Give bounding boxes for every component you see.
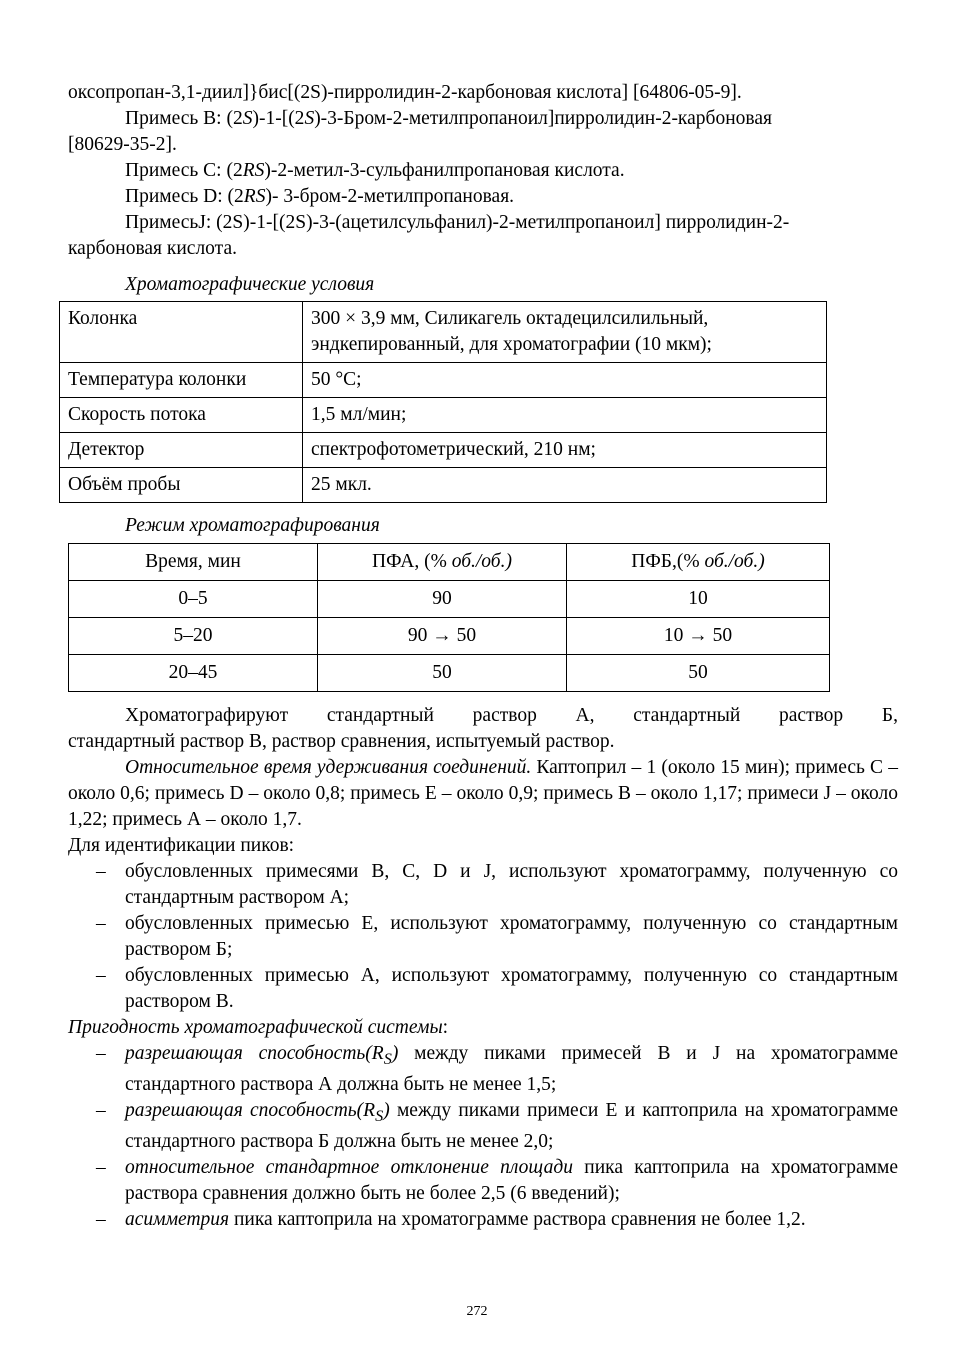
table-cell: 0–5 [69, 581, 318, 618]
retention-text: Каптоприл – 1 (около 15 мин); примесь С – около 0,6; примесь D – около 0,8; примесь Е – около 0,9; примесь В – около 1,17; примеси J – около 1,22; примесь А – около 1,7. [68, 757, 898, 830]
retention-heading: Относительное время удерживания соединений. [125, 757, 532, 778]
criterion-subscript: S [383, 1049, 392, 1068]
list-item-text: обусловленных примесью А, используют хроматограмму, полученную со стандартным раствором В. [125, 965, 898, 1012]
list-item [68, 1155, 898, 1207]
criterion-term: разрешающая способность(R [125, 1099, 376, 1121]
table-cell: 50 [567, 655, 830, 692]
identification-list [68, 859, 898, 1015]
criterion-text: между пиками примесей В и J на хроматограмме стандартного раствора А должна быть не менее 1,5; [125, 1043, 898, 1095]
impurity-b-stereo-1: S [242, 108, 253, 129]
criterion-term: разрешающая способность(R [125, 1043, 384, 1064]
impurity-c [68, 158, 898, 184]
condition-key: Детектор [60, 433, 303, 468]
list-item-text: обусловленных примесью Е, используют хроматограмму, полученную со стандартным раствором Б; [125, 913, 898, 960]
condition-key: Колонка [60, 302, 303, 363]
impurity-b-text-mid: )-1-[(2 [252, 108, 305, 129]
criterion-text: пика каптоприла на хроматограмме раствора сравнения должно быть не более 2,5 (6 введений); [125, 1156, 898, 1204]
table-cell: 5–20 [69, 618, 318, 655]
list-item-text: обусловленных примесями В, С, D и J, используют хроматограмму, полученную со стандартным раствором А; [125, 861, 898, 908]
dash-bullet: – [96, 1043, 106, 1064]
criterion-term-end: ) [391, 1043, 399, 1064]
suitability-heading-colon: : [442, 1017, 449, 1038]
paragraph-solutions-line-2: стандартный раствор В, раствор сравнения, испытуемый раствор. [68, 731, 615, 752]
impurity-c-text: Примесь С: (2 [125, 160, 243, 181]
table-cell: 10 → 50 [567, 618, 830, 655]
table-cell: 90 → 50 [318, 618, 567, 655]
impurity-c-stereo: RS [242, 160, 265, 181]
condition-key: Скорость потока [60, 398, 303, 433]
table-row [60, 302, 827, 363]
table-row [69, 655, 830, 692]
condition-key: Температура колонки [60, 363, 303, 398]
column-header-mpa [318, 544, 567, 581]
criterion-subscript: S [375, 1106, 384, 1125]
condition-value: 1,5 мл/мин; [303, 398, 827, 433]
dash-bullet: – [96, 1099, 106, 1121]
list-item [68, 1207, 898, 1233]
table-cell: 50 [318, 655, 567, 692]
identification-heading: Для идентификации пиков: [68, 835, 295, 856]
suitability-heading [68, 1015, 898, 1041]
table-row [60, 468, 827, 503]
impurity-c-text-end: )-2-метил-3-сульфанилпропановая кислота. [264, 160, 625, 181]
column-header-mpa-unit: об./об.) [451, 551, 512, 572]
impurity-b-text: Примесь В: (2 [125, 108, 243, 129]
column-header-mpa-text: ПФА, (% [372, 551, 452, 572]
gradient-heading: Режим хроматографирования [125, 515, 380, 536]
table-row [60, 433, 827, 468]
impurity-d-stereo: RS [243, 186, 266, 207]
impurity-b-text-end: )-3-Бром-2-метилпропаноил]пирролидин-2-карбоновая [314, 108, 772, 129]
dash-bullet: – [96, 913, 106, 934]
criterion-term: асимметрия [125, 1208, 230, 1230]
column-header-mpb-text: ПФБ,(% [631, 551, 705, 572]
table-cell: 10 [567, 581, 830, 618]
dash-bullet: – [96, 965, 106, 986]
table-row [60, 363, 827, 398]
impurity-b [68, 106, 898, 132]
document-page [68, 80, 898, 1233]
list-item [68, 859, 898, 911]
column-header-mpb-unit: об./об.) [704, 551, 765, 572]
impurity-d-text: Примесь D: (2 [125, 186, 244, 207]
table-row [69, 581, 830, 618]
table-cell: 90 [318, 581, 567, 618]
paragraph-solutions-line-1: Хроматографируют стандартный раствор А, стандартный раствор Б, [125, 705, 898, 726]
condition-value: спектрофотометрический, 210 нм; [303, 433, 827, 468]
list-item [68, 1098, 898, 1155]
impurity-d-text-end: )- 3-бром-2-метилпропановая. [265, 186, 515, 207]
condition-value: 50 °С; [303, 363, 827, 398]
impurity-d [68, 184, 898, 210]
criterion-term-end: ) [383, 1099, 390, 1121]
criterion-text: пика каптоприла на хроматограмме раствора сравнения не более 1,2. [229, 1208, 806, 1230]
impurity-j: ПримесьJ: (2S)-1-[(2S)-3-(ацетилсульфанил)-2-метилпропаноил] пирролидин-2- [125, 212, 790, 233]
condition-value: 25 мкл. [303, 468, 827, 503]
table-row [60, 398, 827, 433]
impurity-b-stereo-2: S [304, 108, 315, 129]
dash-bullet: – [96, 861, 106, 882]
paragraph-retention [68, 755, 898, 833]
list-item [68, 963, 898, 1015]
criterion-text: между пиками примеси Е и каптоприла на хроматограмме стандартного раствора Б должна быть не менее 2,0; [125, 1099, 898, 1152]
list-item [68, 911, 898, 963]
column-header-mpb [567, 544, 830, 581]
conditions-heading: Хроматографические условия [125, 274, 375, 295]
table-row [69, 618, 830, 655]
table-header-row [69, 544, 830, 581]
page-number: 272 [466, 1304, 488, 1319]
suitability-list [68, 1041, 898, 1233]
condition-key: Объём пробы [60, 468, 303, 503]
column-header-time: Время, мин [69, 544, 318, 581]
conditions-table [59, 301, 827, 503]
intro-line-1: оксопропан-3,1-диил]}бис[(2S)-пирролидин-2-карбоновая кислота] [64806-05-9]. [68, 82, 742, 103]
impurity-j-cont: карбоновая кислота. [68, 238, 237, 259]
impurity-b-cas: [80629-35-2]. [68, 134, 177, 155]
suitability-heading-text: Пригодность хроматографической системы [68, 1017, 443, 1038]
dash-bullet: – [96, 1156, 106, 1178]
list-item [68, 1041, 898, 1098]
table-cell: 20–45 [69, 655, 318, 692]
criterion-term: относительное стандартное отклонение площади [125, 1156, 573, 1178]
dash-bullet: – [96, 1208, 106, 1230]
gradient-table [68, 543, 830, 692]
condition-value: 300 × 3,9 мм, Силикагель октадецилсилильный, эндкепированный, для хроматографии (10 мкм); [303, 302, 827, 363]
